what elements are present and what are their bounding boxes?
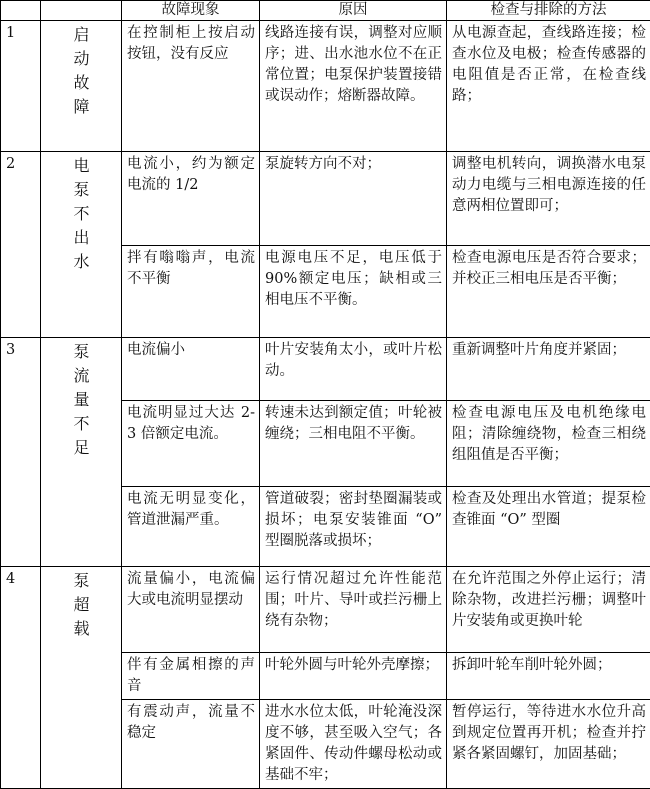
header-cause: 原因	[260, 1, 447, 21]
symptom-cell: 在控制柜上按启动按钮，没有反应	[122, 21, 260, 152]
fault-number: 2	[1, 152, 41, 338]
header-symptom: 故障现象	[122, 1, 260, 21]
fix-cell: 重新调整叶片角度并紧固；	[447, 338, 650, 401]
fault-category	[41, 152, 122, 338]
fault-category-label: 启动故障	[73, 23, 91, 119]
symptom-cell: 流量偏小，电流偏大或电流明显摆动	[122, 567, 260, 653]
cause-cell: 运行情况超过允许性能范围；叶片、导叶或拦污栅上绕有杂物；	[260, 567, 447, 653]
fault-category-label: 泵流量不足	[73, 340, 91, 460]
fault-number: 4	[1, 567, 41, 789]
cause-cell: 叶轮外圆与叶轮外壳摩擦；	[260, 653, 447, 700]
fix-cell: 检查电源电压是否符合要求；并校正三相电压是否平衡；	[447, 246, 650, 338]
table-row	[1, 567, 650, 653]
fault-category	[41, 338, 122, 567]
cause-cell: 叶片安装角太小，或叶片松动。	[260, 338, 447, 401]
symptom-cell: 有震动声，流量不稳定	[122, 700, 260, 789]
header-fix: 检查与排除的方法	[447, 1, 650, 21]
symptom-cell: 电流明显过大达 2-3 倍额定电流。	[122, 401, 260, 487]
fix-cell: 拆卸叶轮车削叶轮外圆；	[447, 653, 650, 700]
fault-category	[41, 21, 122, 152]
cause-cell: 进水水位太低，叶轮淹没深度不够，甚至吸入空气；各紧固件、传动件螺母松动或基础不牢；	[260, 700, 447, 789]
table-row	[1, 152, 650, 246]
header-category	[41, 1, 122, 21]
fix-cell: 检查及处理出水管道；提泵检查锥面 “O” 型圈	[447, 487, 650, 567]
fix-cell: 检查电源电压及电机绝缘电阻；清除缠绕物，检查三相绕组阻值是否平衡；	[447, 401, 650, 487]
header-row	[1, 1, 650, 21]
symptom-cell: 伴有金属相擦的声音	[122, 653, 260, 700]
symptom-cell: 拌有嗡嗡声，电流不平衡	[122, 246, 260, 338]
symptom-cell: 电流偏小	[122, 338, 260, 401]
symptom-cell: 电流无明显变化，管道泄漏严重。	[122, 487, 260, 567]
fix-cell: 暂停运行，等待进水水位升高到规定位置再开机；检查并拧紧各紧固螺钉，加固基础；	[447, 700, 650, 789]
fault-category-label: 电泵不出水	[73, 154, 91, 274]
table-row	[1, 338, 650, 401]
cause-cell: 泵旋转方向不对；	[260, 152, 447, 246]
cause-cell: 管道破裂；密封垫圈漏装或损坏；电泵安装锥面 “O” 型圈脱落或损坏；	[260, 487, 447, 567]
table-row	[1, 21, 650, 152]
cause-cell: 转速未达到额定值；叶轮被缠绕；三相电阻不平衡。	[260, 401, 447, 487]
fault-category-label: 泵超载	[73, 569, 91, 641]
fix-cell: 在允许范围之外停止运行；清除杂物，改进拦污栅；调整叶片安装角或更换叶轮	[447, 567, 650, 653]
fix-cell: 从电源查起，查线路连接；检查水位及电极；检查传感器的电阻值是否正常，在检查线路；	[447, 21, 650, 152]
fault-category	[41, 567, 122, 789]
fix-cell: 调整电机转向，调换潜水电泵动力电缆与三相电源连接的任意两相位置即可；	[447, 152, 650, 246]
cause-cell: 电源电压不足，电压低于 90%额定电压；缺相或三相电压不平衡。	[260, 246, 447, 338]
symptom-cell: 电流小，约为额定电流的 1/2	[122, 152, 260, 246]
header-number	[1, 1, 41, 21]
fault-number: 3	[1, 338, 41, 567]
cause-cell: 线路连接有误，调整对应顺序；进、出水池水位不在正常位置；电泵保护装置接错或误动作；熔断器故障。	[260, 21, 447, 152]
fault-number: 1	[1, 21, 41, 152]
